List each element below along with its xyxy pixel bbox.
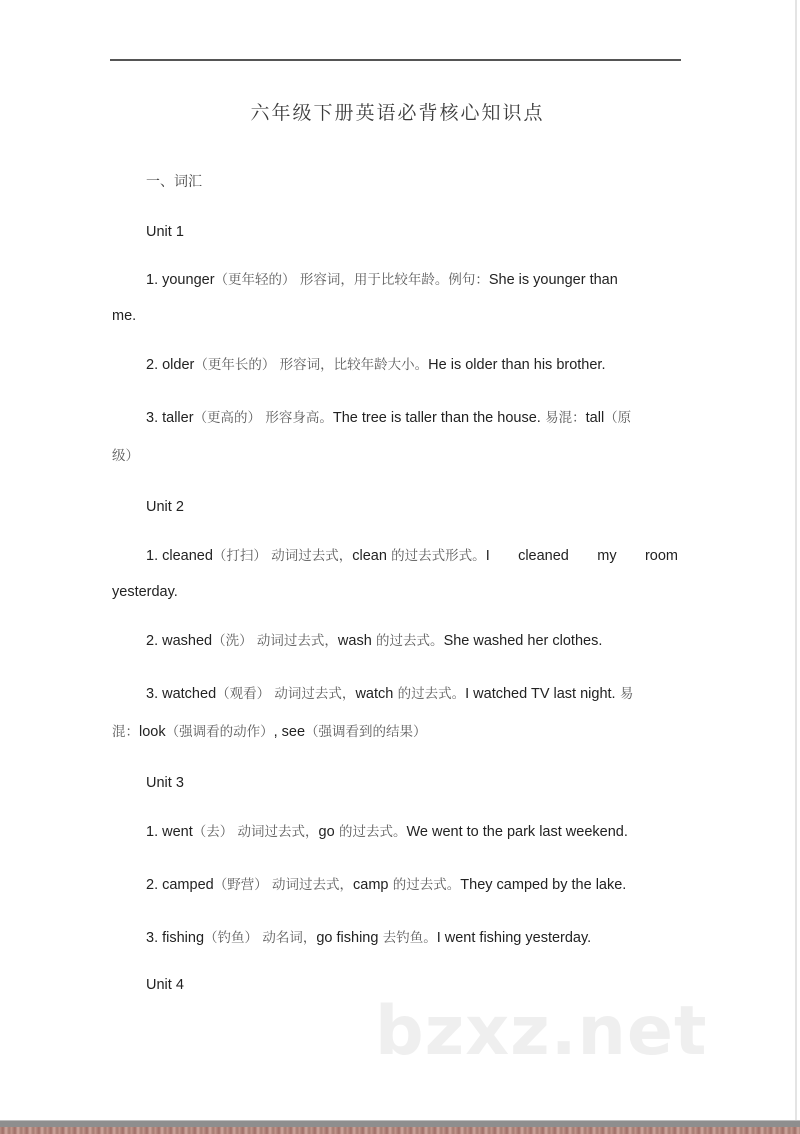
confusable-word: tall — [585, 410, 605, 426]
vocab-definition: （更年轻的） 形容词，用于比较年龄。例句： — [214, 272, 489, 288]
vocab-definition: （更高的） 形容身高。 — [193, 410, 333, 426]
vocab-word: 3. fishing — [146, 930, 205, 946]
document-title: 六年级下册英语必背核心知识点 — [250, 102, 545, 124]
vocab-word: 1. cleaned — [146, 548, 213, 564]
confusable-label: 混： — [112, 724, 139, 740]
vocab-definition: 的过去式。 — [393, 686, 466, 702]
vocab-word: 3. watched — [146, 686, 217, 702]
vocab-item-continuation — [112, 722, 427, 742]
vocab-definition: （观看） 动词过去式， — [216, 686, 356, 702]
vocab-definition: 的过去式。 — [334, 824, 407, 840]
unit-heading: Unit 3 — [146, 775, 184, 791]
vocab-word: 3. taller — [146, 410, 194, 426]
vocab-definition: （更年长的） 形容词，比较年龄大小。 — [194, 357, 429, 373]
vocab-item — [146, 546, 678, 566]
example-sentence: I went fishing yesterday. — [436, 930, 592, 946]
watermark: bzxz.net — [375, 992, 708, 1071]
confusable-note: （原 — [604, 410, 632, 426]
example-sentence: I watched TV last night. — [465, 686, 616, 702]
base-form: wash — [337, 633, 372, 649]
vocab-definition: 的过去式。 — [371, 633, 444, 649]
vocab-item — [146, 928, 591, 948]
unit-heading: Unit 1 — [146, 224, 184, 240]
vocab-item — [146, 875, 626, 895]
vocab-definition: （野营） 动词过去式， — [213, 877, 354, 893]
vocab-item — [146, 408, 631, 428]
example-sentence: He is older than his brother. — [428, 357, 606, 373]
vocab-word: 2. older — [146, 357, 195, 373]
example-word: my — [597, 548, 617, 564]
vocab-word: 2. washed — [146, 633, 213, 649]
unit-heading: Unit 4 — [146, 977, 184, 993]
example-sentence: She is younger than — [488, 272, 618, 288]
vocab-item-continuation: yesterday. — [112, 584, 178, 600]
vocab-item — [146, 270, 618, 290]
vocab-definition: （打扫） 动词过去式， — [212, 548, 353, 564]
unit-heading: Unit 2 — [146, 499, 184, 515]
confusable-word: , see — [273, 724, 306, 740]
vocab-item — [146, 355, 606, 375]
header-rule — [110, 59, 681, 61]
vocab-word: 1. went — [146, 824, 193, 840]
vocab-definition: （去） 动词过去式， — [192, 824, 319, 840]
vocab-definition: （钓鱼） 动名词， — [204, 930, 317, 946]
vocab-item-continuation: me. — [112, 308, 137, 324]
base-form: clean — [352, 548, 387, 564]
example-word: room — [644, 548, 678, 564]
vocab-item — [146, 684, 633, 704]
example-word: cleaned — [518, 548, 569, 564]
example-sentence: We went to the park last weekend. — [406, 824, 628, 840]
base-form: go — [318, 824, 335, 840]
vocab-definition: 的过去式形式。 — [386, 548, 486, 564]
base-form: camp — [353, 877, 389, 893]
example-sentence: They camped by the lake. — [460, 877, 627, 893]
example-word: I — [485, 548, 490, 564]
example-sentence: She washed her clothes. — [443, 633, 603, 649]
confusable-label: 易混： — [540, 410, 586, 426]
vocab-word: 2. camped — [146, 877, 214, 893]
vocab-definition: （洗） 动词过去式， — [212, 633, 338, 649]
confusable-note: （强调看的动作） — [165, 724, 274, 740]
vocab-word: 1. younger — [146, 272, 215, 288]
vocab-item — [146, 822, 628, 842]
background-texture-strip — [0, 1127, 800, 1134]
base-form: watch — [355, 686, 394, 702]
phrase: go fishing — [316, 930, 379, 946]
section-heading: 一、词汇 — [146, 174, 202, 190]
vocab-definition: 去钓鱼。 — [378, 930, 437, 946]
confusable-note: （强调看到的结果） — [305, 724, 427, 740]
vocab-definition: 的过去式。 — [388, 877, 461, 893]
example-sentence: The tree is taller than the house. — [332, 410, 541, 426]
confusable-word: look — [139, 724, 166, 740]
confusable-label: 易 — [615, 686, 634, 702]
page-bottom-edge — [0, 1120, 800, 1127]
vocab-item-continuation: 级） — [112, 448, 139, 464]
vocab-item — [146, 631, 602, 651]
